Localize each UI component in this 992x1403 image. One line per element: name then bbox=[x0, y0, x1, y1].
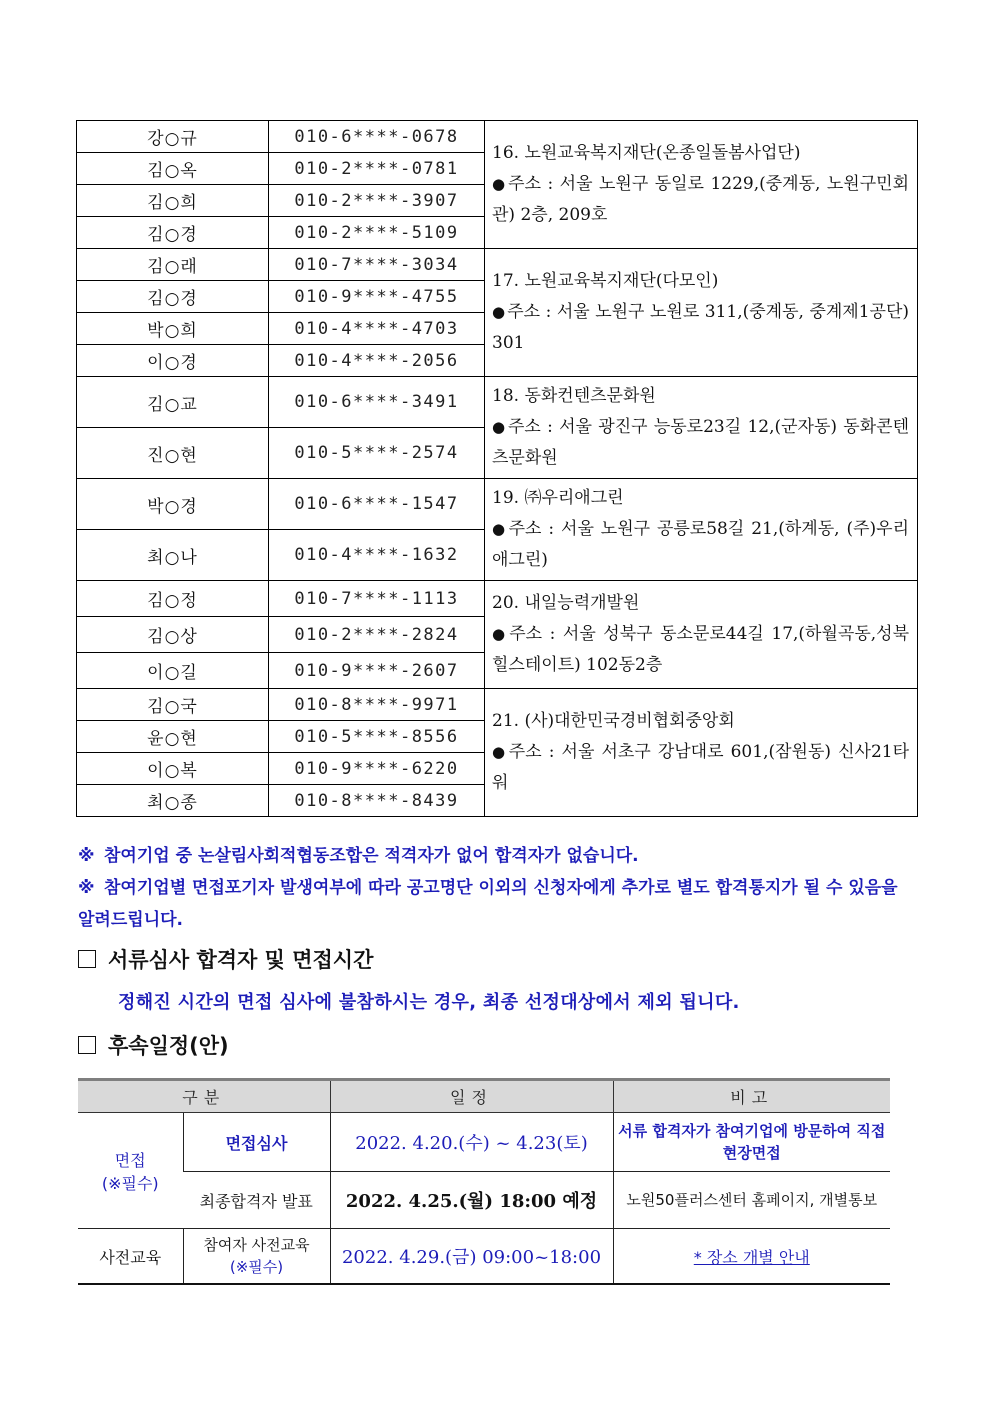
section-title: 서류심사 합격자 및 면접시간 bbox=[108, 948, 374, 972]
date-pre-education: 2022. 4.29.(금) 09:00~18:00 bbox=[330, 1229, 613, 1285]
bullet-icon: ● bbox=[492, 175, 507, 193]
applicant-name: 김○정 bbox=[77, 581, 269, 617]
bullet-icon: ● bbox=[492, 418, 506, 436]
note-interview: 서류 합격자가 참여기업에 방문하여 직접 현장면접 bbox=[613, 1113, 890, 1172]
notice-no-qualified bbox=[78, 840, 918, 872]
header-note: 비고 bbox=[613, 1080, 890, 1113]
applicant-name: 강○규 bbox=[77, 121, 269, 153]
organization-address bbox=[492, 619, 909, 681]
note-pre-education[interactable] bbox=[613, 1229, 890, 1285]
applicant-phone: 010-2****-0781 bbox=[269, 153, 485, 185]
applicant-name: 박○경 bbox=[77, 479, 269, 530]
applicant-name: 최○나 bbox=[77, 530, 269, 581]
header-category: 구분 bbox=[78, 1080, 330, 1113]
applicant-phone: 010-9****-4755 bbox=[269, 281, 485, 313]
reference-mark-icon: ※ bbox=[78, 846, 95, 866]
organization-address bbox=[492, 297, 909, 359]
applicant-phone: 010-5****-2574 bbox=[269, 428, 485, 479]
item-label: 참여자 사전교육 bbox=[203, 1236, 310, 1254]
applicant-table-body bbox=[77, 121, 918, 817]
applicant-name: 김○경 bbox=[77, 217, 269, 249]
applicant-table bbox=[76, 120, 918, 817]
organization-address bbox=[492, 737, 909, 799]
organization-address bbox=[492, 169, 909, 231]
applicant-name: 진○현 bbox=[77, 428, 269, 479]
organization-cell bbox=[485, 581, 918, 689]
category-label: 면접 bbox=[114, 1150, 146, 1170]
table-row bbox=[77, 249, 918, 281]
table-row bbox=[77, 479, 918, 530]
organization-name: 20. 내일능력개발원 bbox=[492, 593, 640, 613]
applicant-phone: 010-4****-2056 bbox=[269, 345, 485, 377]
applicant-phone: 010-4****-4703 bbox=[269, 313, 485, 345]
category-pre-education: 사전교육 bbox=[78, 1229, 183, 1285]
applicant-phone: 010-2****-3907 bbox=[269, 185, 485, 217]
organization-name: 19. ㈜우리애그린 bbox=[492, 488, 624, 508]
applicant-phone: 010-5****-8556 bbox=[269, 721, 485, 753]
item-interview: 면접심사 bbox=[183, 1113, 330, 1172]
item-final-announcement: 최종합격자 발표 bbox=[183, 1172, 330, 1229]
applicant-phone: 010-6****-1547 bbox=[269, 479, 485, 530]
table-row bbox=[77, 581, 918, 617]
organization-cell bbox=[485, 377, 918, 479]
section-title: 후속일정(안) bbox=[108, 1034, 229, 1058]
notice-text: 참여기업 중 논살림사회적협동조합은 적격자가 없어 합격자가 없습니다. bbox=[104, 846, 639, 866]
applicant-phone: 010-8****-9971 bbox=[269, 689, 485, 721]
schedule-row-pre-education bbox=[78, 1229, 890, 1285]
notice-additional-pass bbox=[78, 872, 918, 936]
address-text: 주소 : 서울 노원구 공릉로58길 21,(하계동, (주)우리애그린) bbox=[492, 519, 909, 570]
bullet-icon: ● bbox=[492, 625, 508, 643]
checkbox-square-icon bbox=[78, 950, 96, 968]
bullet-icon: ● bbox=[492, 303, 506, 321]
applicant-name: 김○희 bbox=[77, 185, 269, 217]
applicant-name: 윤○현 bbox=[77, 721, 269, 753]
table-row bbox=[77, 121, 918, 153]
address-text: 주소 : 서울 서초구 강남대로 601,(잠원동) 신사21타워 bbox=[492, 742, 909, 793]
address-text: 주소 : 서울 광진구 능동로23길 12,(군자동) 동화콘텐츠문화원 bbox=[492, 417, 909, 468]
applicant-phone: 010-9****-6220 bbox=[269, 753, 485, 785]
organization-cell bbox=[485, 121, 918, 249]
applicant-name: 박○희 bbox=[77, 313, 269, 345]
category-interview bbox=[78, 1113, 183, 1229]
date-interview: 2022. 4.20.(수) ~ 4.23(토) bbox=[330, 1113, 613, 1172]
applicant-name: 김○옥 bbox=[77, 153, 269, 185]
date-final-announcement: 2022. 4.25.(월) 18:00 예정 bbox=[330, 1172, 613, 1229]
item-pre-education bbox=[183, 1229, 330, 1285]
schedule-row-interview bbox=[78, 1113, 890, 1172]
applicant-phone: 010-7****-3034 bbox=[269, 249, 485, 281]
organization-cell bbox=[485, 249, 918, 377]
note-final-announcement: 노원50플러스센터 홈페이지, 개별통보 bbox=[613, 1172, 890, 1229]
location-notice-link[interactable]: * 장소 개별 안내 bbox=[693, 1247, 810, 1267]
organization-cell bbox=[485, 479, 918, 581]
notice-text: 참여기업별 면접포기자 발생여부에 따라 공고명단 이외의 신청자에게 추가로 별도 합격통지가 될 수 있음을 알려드립니다. bbox=[78, 878, 898, 930]
checkbox-square-icon bbox=[78, 1036, 96, 1054]
applicant-name: 김○상 bbox=[77, 617, 269, 653]
organization-cell bbox=[485, 689, 918, 817]
applicant-name: 김○경 bbox=[77, 281, 269, 313]
organization-address bbox=[492, 514, 909, 576]
organization-name: 17. 노원교육복지재단(다모인) bbox=[492, 271, 719, 291]
applicant-phone: 010-4****-1632 bbox=[269, 530, 485, 581]
organization-address bbox=[492, 412, 909, 474]
applicant-name: 이○길 bbox=[77, 653, 269, 689]
applicant-name: 김○래 bbox=[77, 249, 269, 281]
table-row bbox=[77, 377, 918, 428]
schedule-row-final-announcement bbox=[78, 1172, 890, 1229]
applicant-name: 김○국 bbox=[77, 689, 269, 721]
section-heading-interview bbox=[78, 944, 373, 974]
applicant-name: 김○교 bbox=[77, 377, 269, 428]
organization-name: 16. 노원교육복지재단(온종일돌봄사업단) bbox=[492, 143, 801, 163]
applicant-name: 이○경 bbox=[77, 345, 269, 377]
applicant-phone: 010-7****-1113 bbox=[269, 581, 485, 617]
applicant-phone: 010-2****-2824 bbox=[269, 617, 485, 653]
applicant-phone: 010-9****-2607 bbox=[269, 653, 485, 689]
header-schedule: 일정 bbox=[330, 1080, 613, 1113]
table-row bbox=[77, 689, 918, 721]
organization-name: 21. (사)대한민국경비협회중앙회 bbox=[492, 711, 735, 731]
schedule-header-row bbox=[78, 1080, 890, 1113]
bullet-icon: ● bbox=[492, 520, 507, 538]
address-text: 주소 : 서울 노원구 노원로 311,(중계동, 중계제1공단) 301 bbox=[492, 302, 909, 353]
schedule-table bbox=[78, 1078, 890, 1285]
section-heading-schedule bbox=[78, 1030, 229, 1060]
required-label: (※필수) bbox=[229, 1258, 284, 1276]
required-label: (※필수) bbox=[101, 1173, 159, 1193]
applicant-phone: 010-6****-0678 bbox=[269, 121, 485, 153]
interview-warning: 정해진 시간의 면접 심사에 불참하시는 경우, 최종 선정대상에서 제외 됩니다. bbox=[118, 992, 740, 1013]
organization-name: 18. 동화컨텐츠문화원 bbox=[492, 386, 656, 406]
applicant-phone: 010-6****-3491 bbox=[269, 377, 485, 428]
bullet-icon: ● bbox=[492, 743, 507, 761]
address-text: 주소 : 서울 노원구 동일로 1229,(중계동, 노원구민회관) 2층, 209호 bbox=[492, 174, 909, 225]
applicant-name: 최○종 bbox=[77, 785, 269, 817]
address-text: 주소 : 서울 성북구 동소문로44길 17,(하월곡동,성북힐스테이트) 102동2층 bbox=[492, 624, 909, 675]
applicant-name: 이○복 bbox=[77, 753, 269, 785]
reference-mark-icon: ※ bbox=[78, 878, 95, 898]
applicant-phone: 010-8****-8439 bbox=[269, 785, 485, 817]
applicant-phone: 010-2****-5109 bbox=[269, 217, 485, 249]
